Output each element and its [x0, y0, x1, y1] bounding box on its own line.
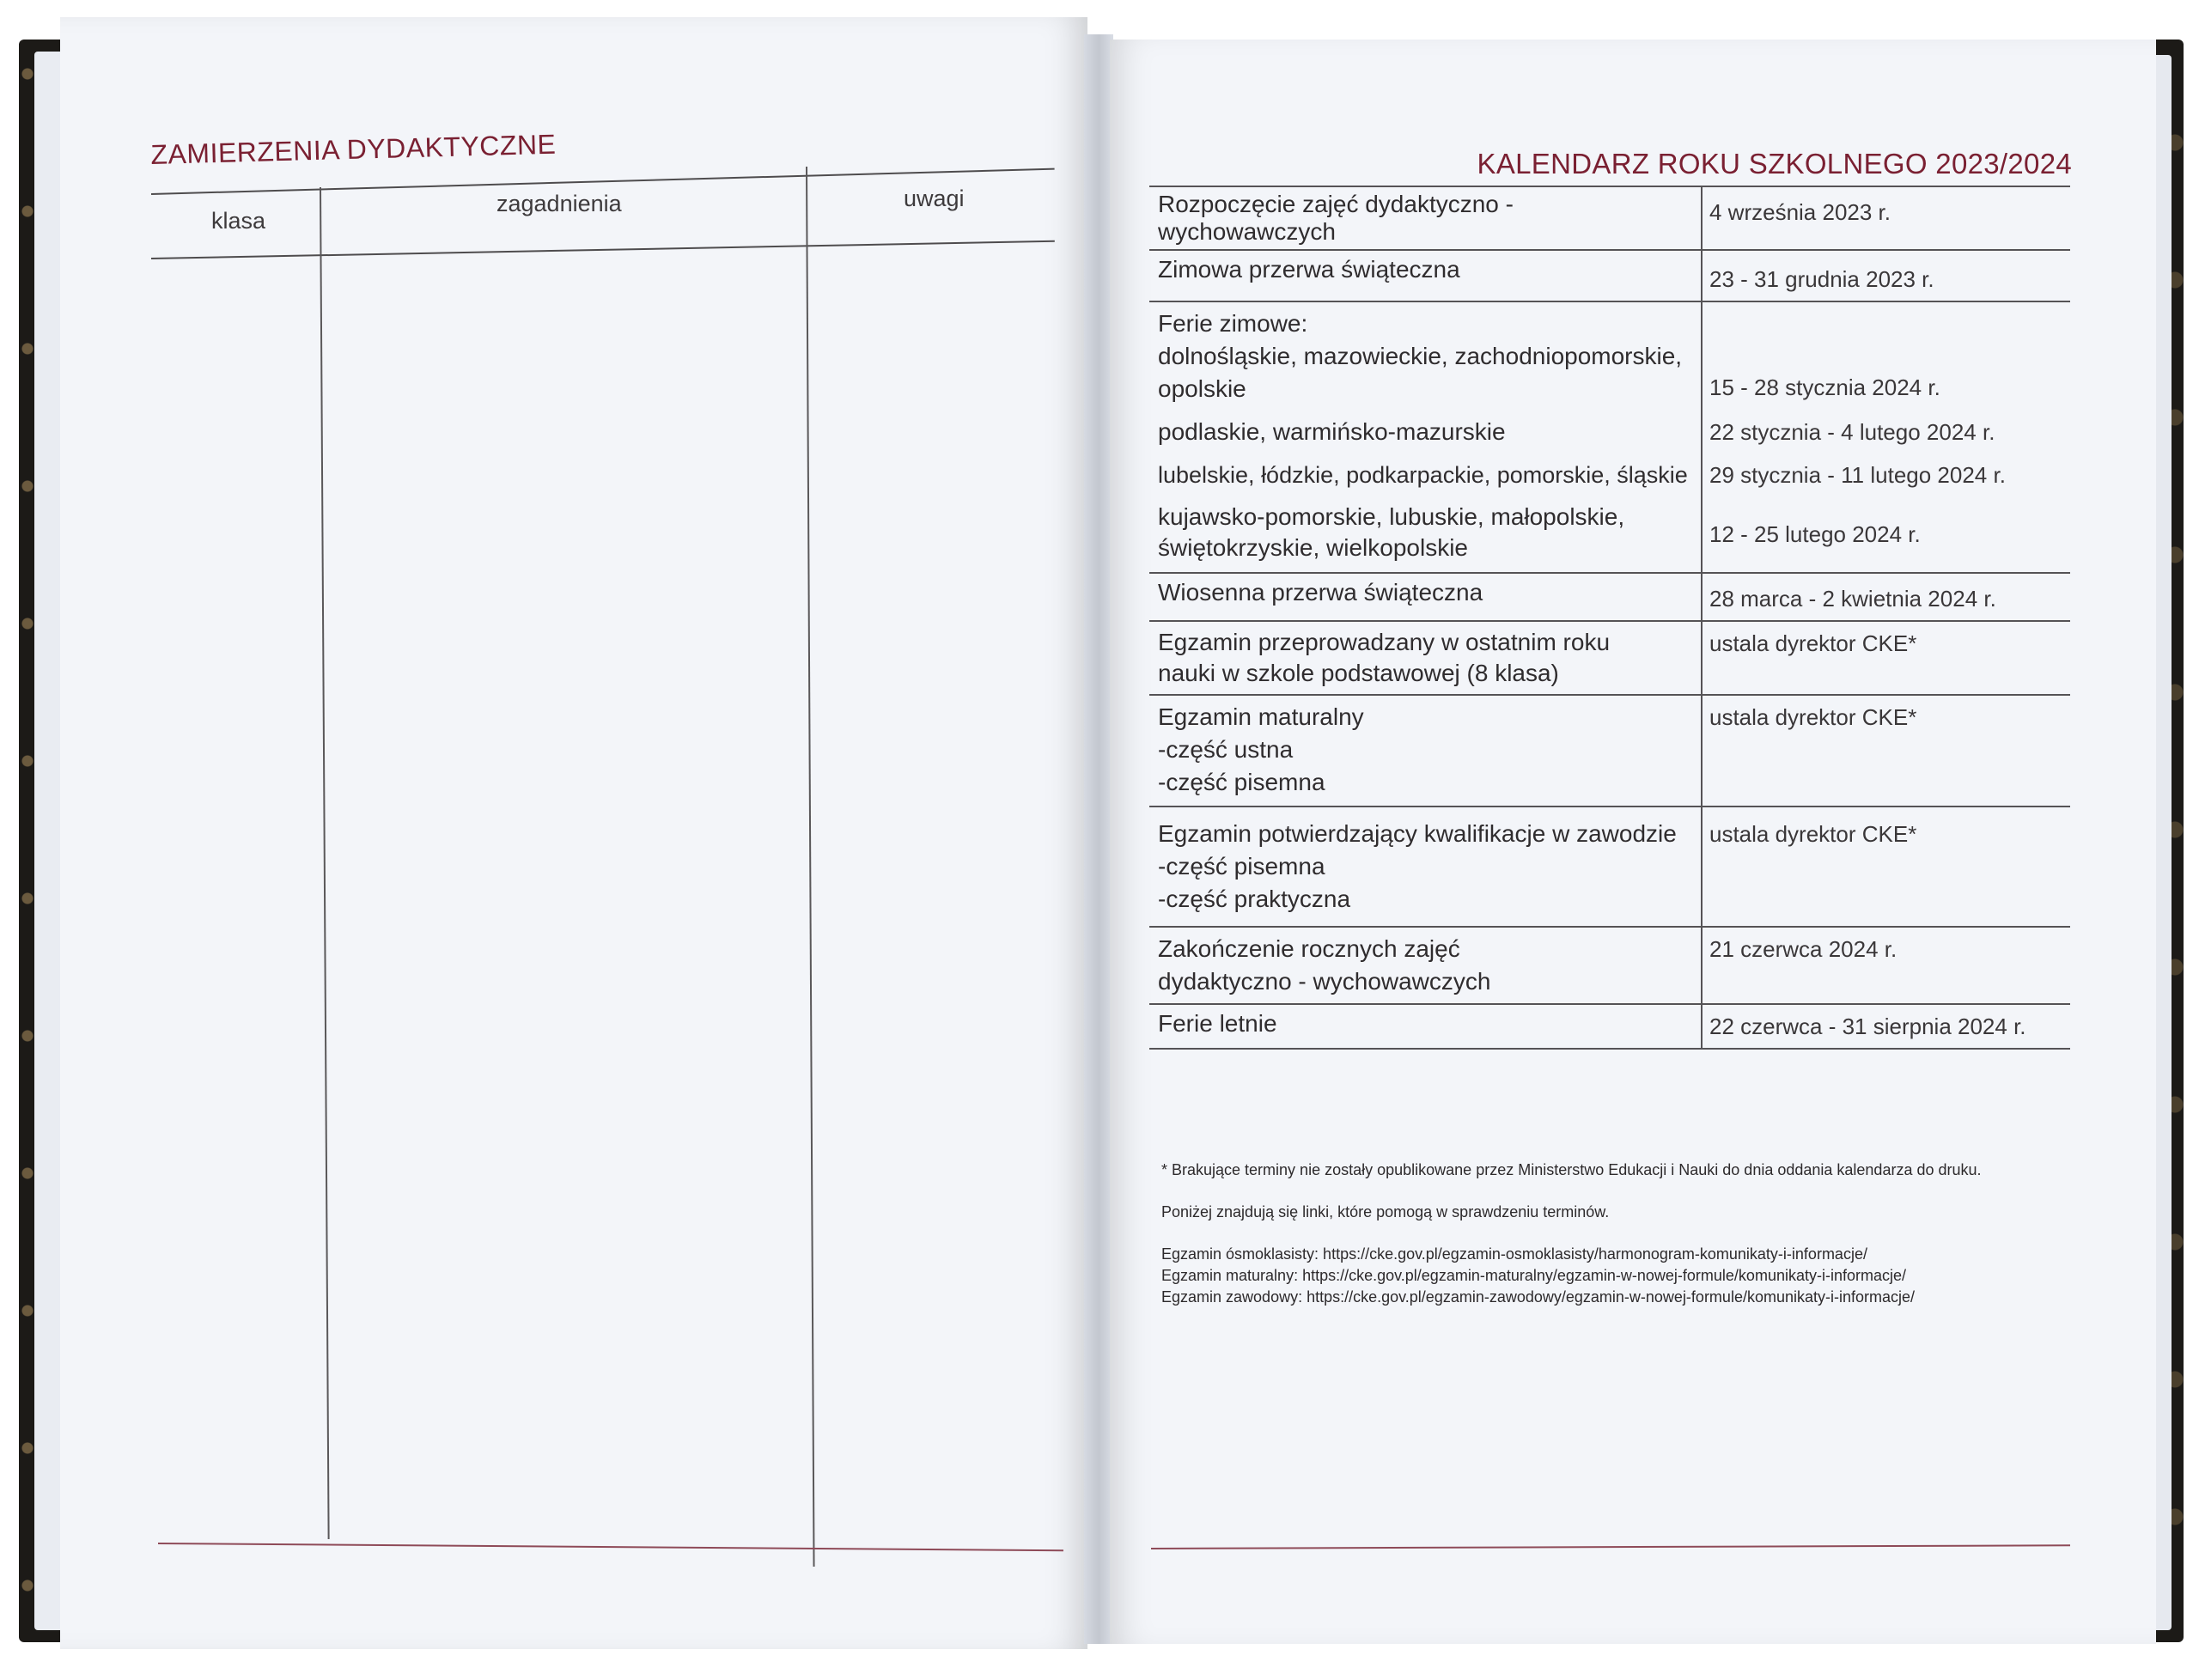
- links-list: [1161, 1244, 1982, 1308]
- table-row: [1149, 250, 2070, 301]
- table-row: [1149, 695, 2070, 807]
- event-line: -część pisemna: [1158, 769, 1325, 795]
- date-cell: 23 - 31 grudnia 2023 r.: [1702, 250, 2070, 301]
- table-row: [1149, 927, 2070, 1004]
- event-cell: Egzamin przeprowadzany w ostatnim roku nauki w szkole podstawowej (8 klasa): [1149, 621, 1702, 695]
- date-cell: 12 - 25 lutego 2024 r.: [1702, 496, 2070, 573]
- date-cell: ustala dyrektor CKE*: [1702, 621, 2070, 695]
- footnotes: [1161, 1160, 1982, 1308]
- table-row: [1149, 411, 2070, 453]
- event-cell: Ferie letnie: [1149, 1004, 1702, 1049]
- event-cell: Ferie zimowe:: [1149, 301, 1702, 340]
- event-line: -część ustna: [1158, 736, 1294, 763]
- event-line: Egzamin maturalny: [1158, 703, 1364, 730]
- date-cell: 22 czerwca - 31 sierpnia 2024 r.: [1702, 1004, 2070, 1049]
- link-line: Egzamin maturalny: https://cke.gov.pl/egzamin-maturalny/egzamin-w-nowej-formule/komunikaty-i-informacje/: [1161, 1267, 1906, 1284]
- right-page-title: KALENDARZ ROKU SZKOLNEGO 2023/2024: [1477, 148, 2072, 180]
- table-row: [1149, 496, 2070, 573]
- table-row: [1149, 453, 2070, 496]
- left-page: [60, 17, 1087, 1649]
- column-header-klasa: klasa: [211, 208, 266, 234]
- table-row: [1149, 301, 2070, 340]
- event-cell: podlaskie, warmińsko-mazurskie: [1158, 418, 1506, 445]
- table-row: [1149, 573, 2070, 621]
- links-intro: Poniżej znajdują się linki, które pomogą w sprawdzeniu terminów.: [1161, 1203, 1610, 1220]
- table-row: [1149, 340, 2070, 411]
- table-row: [1149, 807, 2070, 927]
- date-cell: [1702, 301, 2070, 340]
- event-line: -część praktyczna: [1158, 886, 1351, 912]
- table-row: [1149, 186, 2070, 250]
- left-page-title: ZAMIERZENIA DYDAKTYCZNE: [150, 128, 557, 171]
- event-cell: lubelskie, łódzkie, podkarpackie, pomorskie, śląskie: [1158, 462, 1688, 488]
- table-row: [1149, 1004, 2070, 1049]
- event-cell: Wiosenna przerwa świąteczna: [1149, 573, 1702, 621]
- event-line: -część pisemna: [1158, 853, 1325, 880]
- date-cell: ustala dyrektor CKE*: [1702, 695, 2070, 807]
- footnote: * Brakujące terminy nie zostały opublikowane przez Ministerstwo Edukacji i Nauki do dnia oddania kalendarza do druku.: [1161, 1161, 1982, 1178]
- event-cell: kujawsko-pomorskie, lubuskie, małopolskie, świętokrzyskie, wielkopolskie: [1158, 503, 1625, 561]
- column-header-uwagi: uwagi: [904, 186, 965, 211]
- event-cell: Zakończenie rocznych zajęć dydaktyczno - wychowawczych: [1149, 927, 1702, 1004]
- date-cell: 21 czerwca 2024 r.: [1702, 927, 2070, 1004]
- link-line: Egzamin ósmoklasisty: https://cke.gov.pl/egzamin-osmoklasisty/harmonogram-komunikaty-i-informacje/: [1161, 1245, 1867, 1263]
- date-cell: 15 - 28 stycznia 2024 r.: [1702, 340, 2070, 411]
- date-cell: 28 marca - 2 kwietnia 2024 r.: [1702, 573, 2070, 621]
- date-cell: ustala dyrektor CKE*: [1702, 807, 2070, 927]
- school-calendar-table: [1149, 186, 2070, 1050]
- event-cell: dolnośląskie, mazowieckie, zachodniopomorskie, opolskie: [1158, 343, 1683, 402]
- book-gutter: [1084, 34, 1113, 1644]
- event-cell: [1149, 695, 1702, 807]
- event-cell: Zimowa przerwa świąteczna: [1149, 250, 1702, 301]
- date-cell: 29 stycznia - 11 lutego 2024 r.: [1702, 453, 2070, 496]
- table-row: [1149, 621, 2070, 695]
- event-cell: [1149, 807, 1702, 927]
- link-line: Egzamin zawodowy: https://cke.gov.pl/egzamin-zawodowy/egzamin-w-nowej-formule/komunikaty-i-informacje/: [1161, 1288, 1916, 1306]
- column-header-zagadnienia: zagadnienia: [496, 191, 622, 216]
- event-line: Egzamin potwierdzający kwalifikacje w zawodzie: [1158, 820, 1677, 847]
- date-cell: 4 września 2023 r.: [1702, 186, 2070, 250]
- date-cell: 22 stycznia - 4 lutego 2024 r.: [1702, 411, 2070, 453]
- event-cell: Rozpoczęcie zajęć dydaktyczno - wychowawczych: [1149, 186, 1702, 250]
